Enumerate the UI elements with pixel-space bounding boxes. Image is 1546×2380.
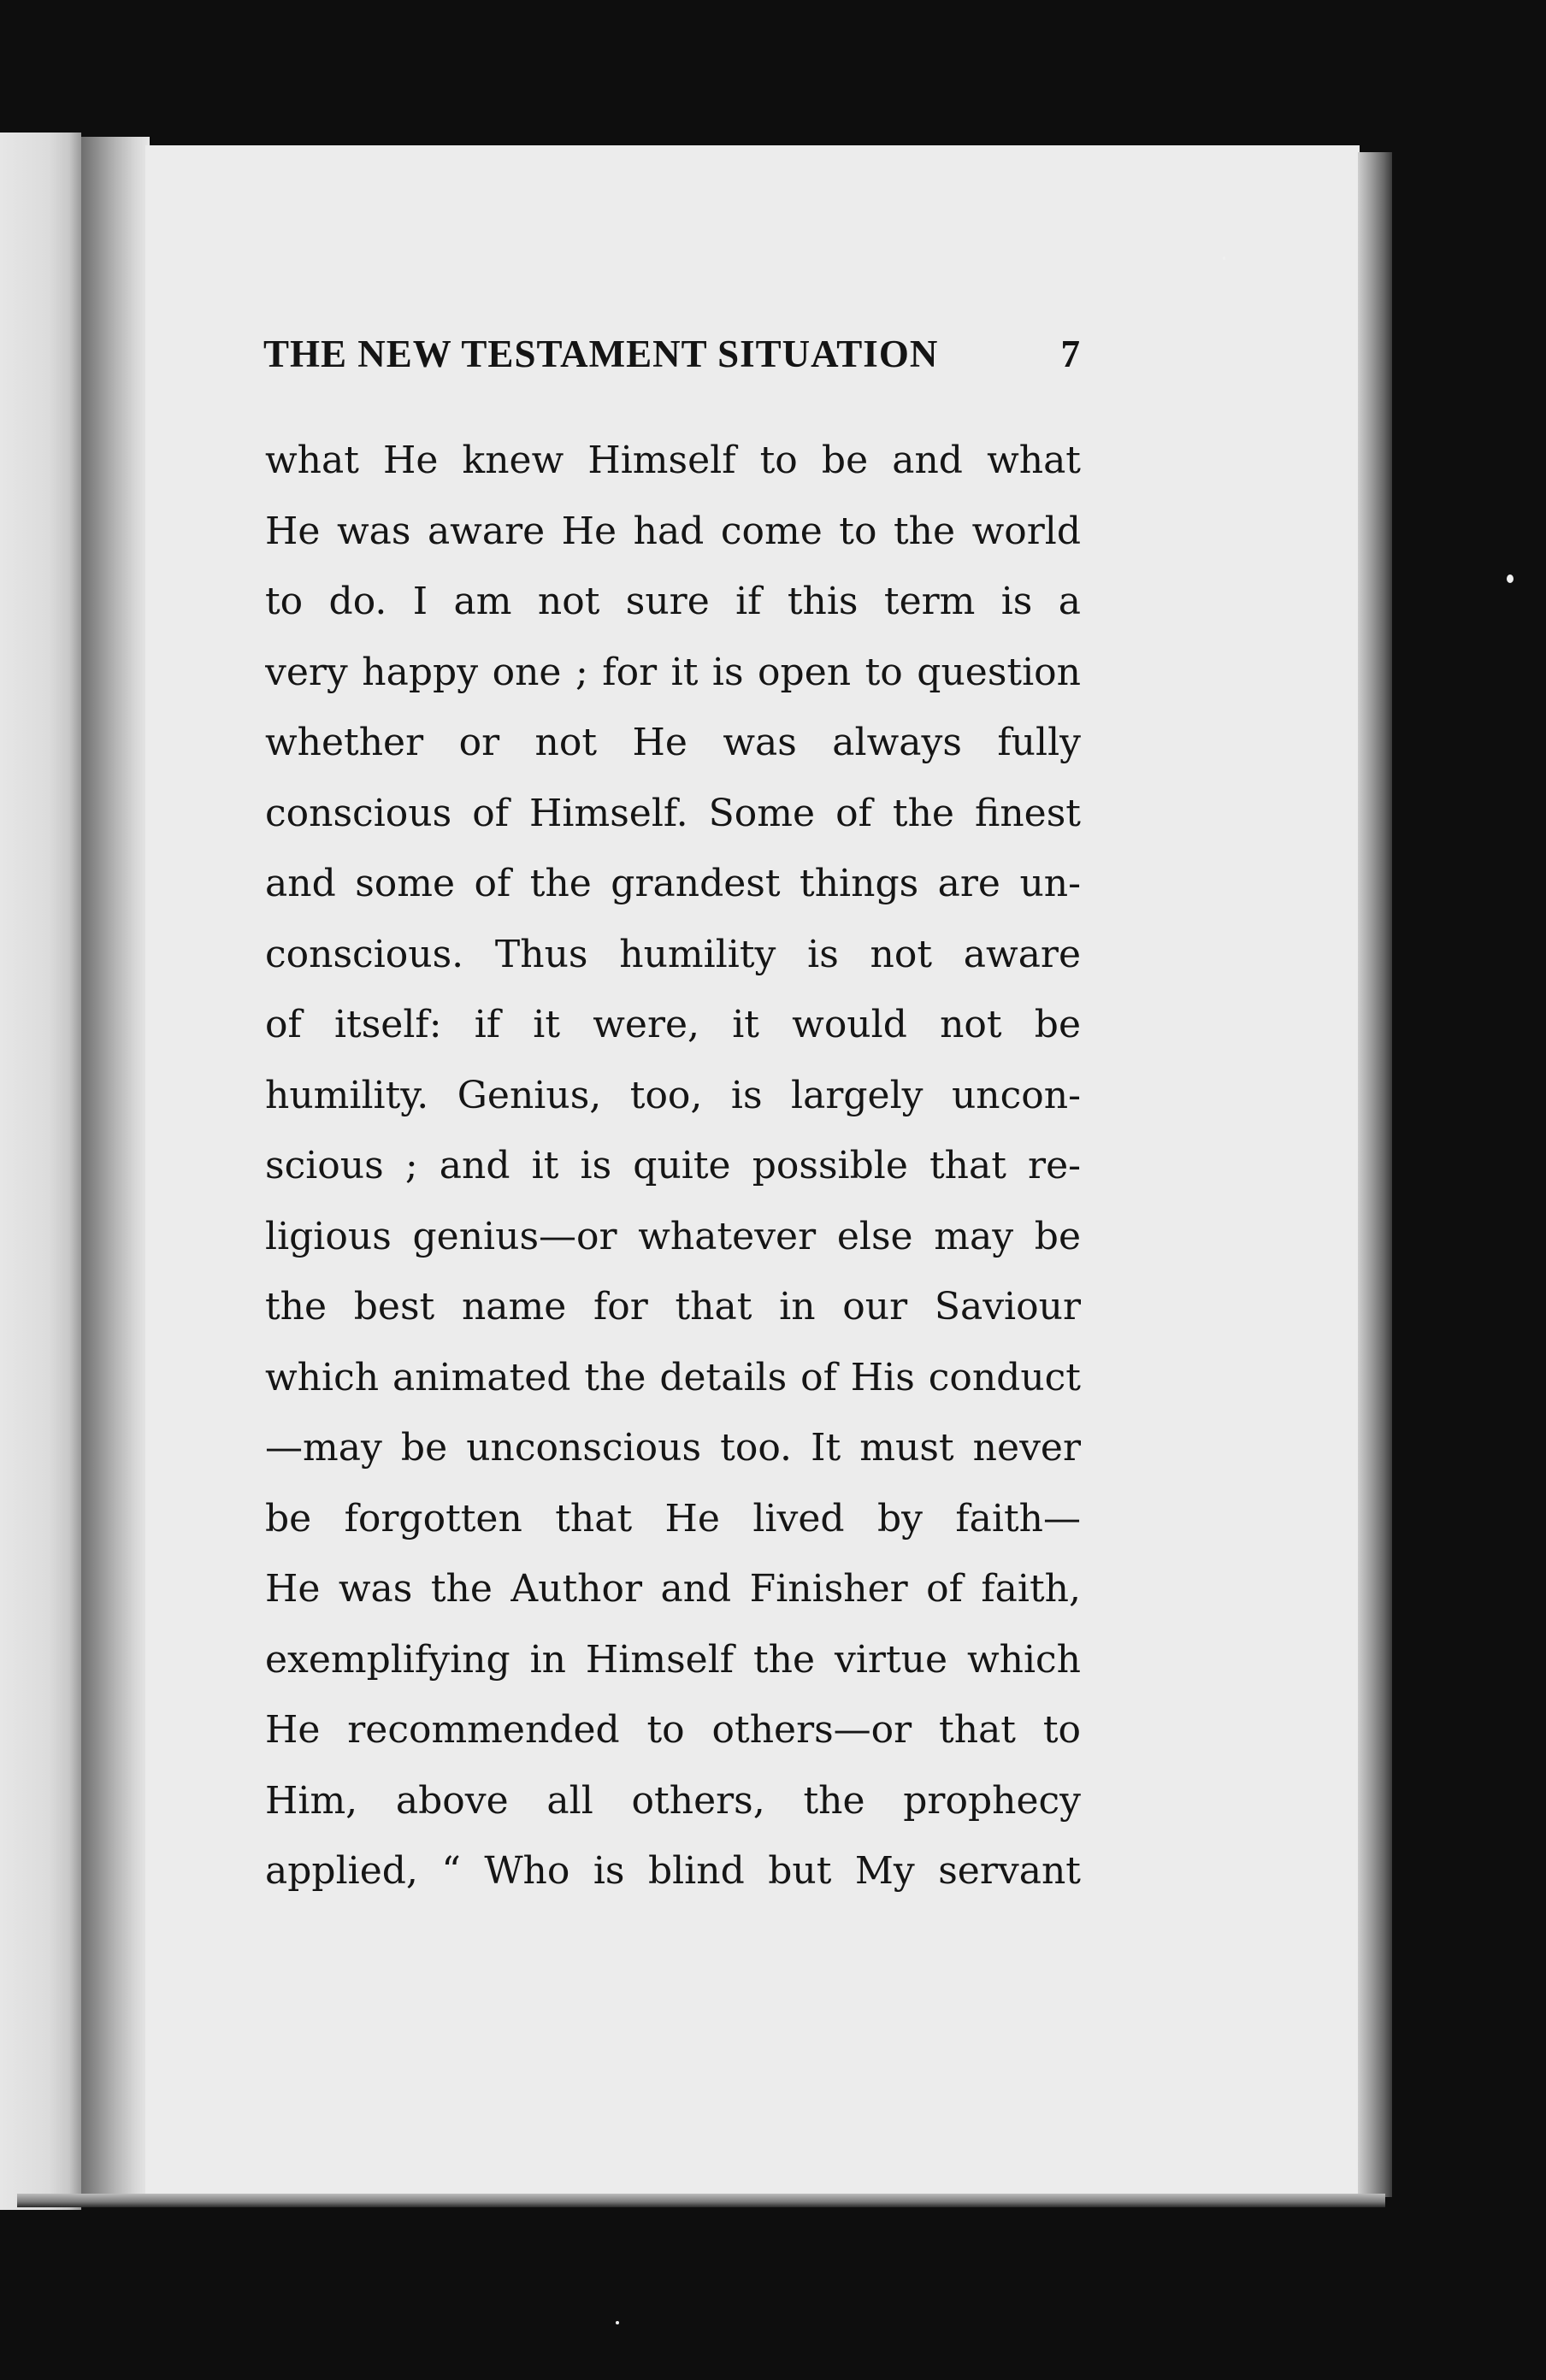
dust-speck [616,2321,619,2324]
text-line: the best name for that in our Saviour [265,1285,1081,1328]
text-line: to do. I am not sure if this term is a [265,580,1081,623]
binding-gutter [81,137,150,2206]
facing-page-edge [0,133,81,2210]
text-line: be forgotten that He lived by faith— [265,1496,1081,1541]
text-line: ligious genius—or whatever else may be [265,1214,1081,1258]
text-line: —may be unconscious too. It must never [265,1426,1081,1470]
text-line: conscious of Himself. Some of the finest [265,791,1081,835]
text-line: conscious. Thus humility is not aware [265,932,1081,976]
text-line: what He knew Himself to be and what [265,439,1081,482]
text-line: whether or not He was always fully [265,721,1081,764]
text-line: humility. Genius, too, is largely uncon- [265,1073,1081,1117]
text-line: He was the Author and Finisher of faith, [265,1567,1081,1611]
text-line: Him, above all others, the prophecy [265,1778,1081,1823]
running-head: THE NEW TESTAMENT SITUATION [263,333,939,375]
text-line: exemplifying in Himself the virtue which [265,1637,1081,1682]
dust-speck [1223,256,1225,260]
text-line: He was aware He had come to the world [265,509,1081,553]
text-line: very happy one ; for it is open to question [265,650,1081,694]
text-line: which animated the details of His conduct [265,1355,1081,1399]
text-line: applied, “ Who is blind but My servant [265,1849,1081,1893]
text-line: of itself: if it were, it would not be [265,1003,1081,1046]
dust-speck [1507,574,1514,583]
page-block-edge [1358,152,1392,2197]
page-header [263,332,1081,383]
text-line: and some of the grandest things are un- [265,862,1081,905]
text-line: He recommended to others—or that to [265,1708,1081,1752]
page-number: 7 [1060,333,1081,375]
body-text [265,426,1081,1907]
book-bottom-edge [17,2194,1385,2207]
text-line: scious ; and it is quite possible that re- [265,1144,1081,1187]
